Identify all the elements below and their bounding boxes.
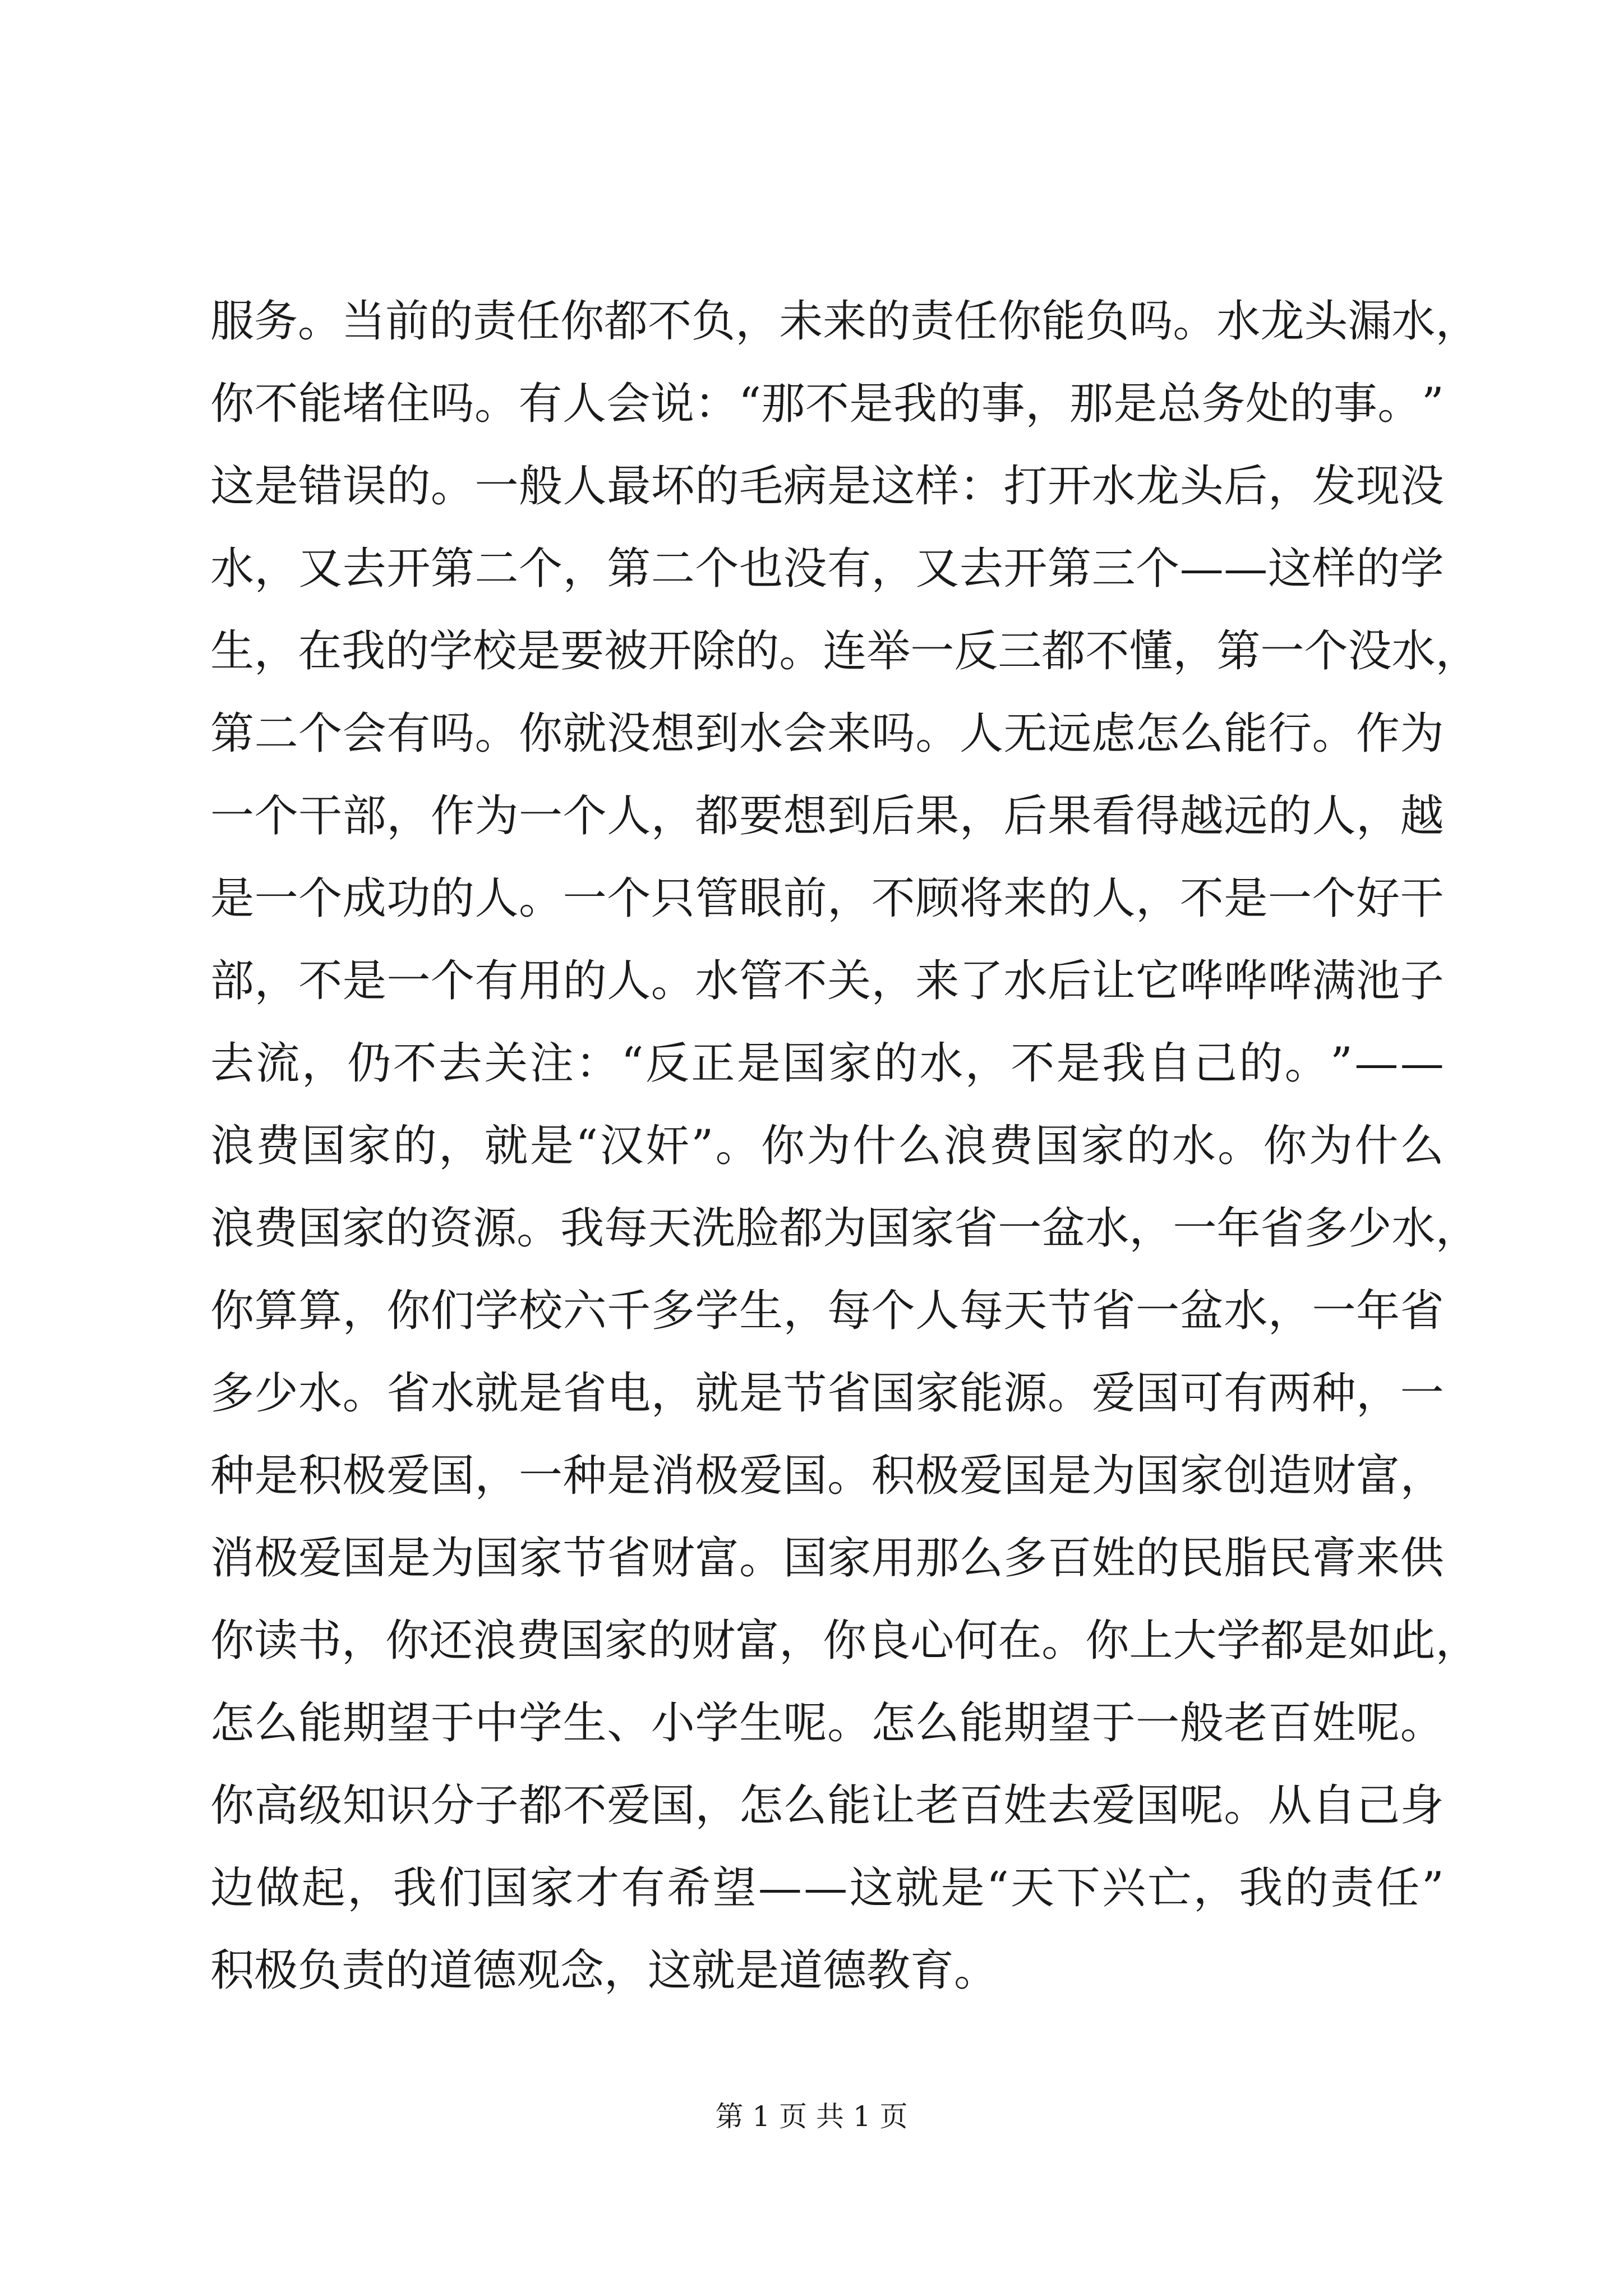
paragraph-line: 浪 费 国 家 的 ， 就 是 “ 汉 奸 ” 。 你 为 什 么 浪 费 国 家 的 水 。 你 为 什 么 [210, 1121, 1444, 1171]
paragraph-line: 种 是 积 极 爱 国 ， 一 种 是 消 极 爱 国 。 积 极 爱 国 是 为 国 家 创 造 财 富 ， [210, 1451, 1444, 1501]
body-text [210, 280, 1479, 2012]
paragraph-line: 生 ， 在 我 的 学 校 是 要 被 开 除 的 。 连 举 一 反 三 都 不 懂 ， 第 一 个 没 水 ， [210, 626, 1479, 677]
paragraph-line: 你 高 级 知 识 分 子 都 不 爱 国 ， 怎 么 能 让 老 百 姓 去 爱 国 呢 。 从 自 己 身 [210, 1780, 1444, 1831]
paragraph-line: 边 做 起 ， 我 们 国 家 才 有 希 望 — — 这 就 是 “ 天 下 兴 亡 ， 我 的 责 任 ” [210, 1863, 1444, 1913]
paragraph-line: 服 务 。 当 前 的 责 任 你 都 不 负 ， 未 来 的 责 任 你 能 负 吗 。 水 龙 头 漏 水 ， [210, 296, 1479, 347]
paragraph-line: 水 ， 又 去 开 第 二 个 ， 第 二 个 也 没 有 ， 又 去 开 第 三 个 — — 这 样 的 学 [210, 544, 1444, 594]
paragraph-line: 去 流 ， 仍 不 去 关 注 ： “ 反 正 是 国 家 的 水 ， 不 是 我 自 己 的 。 ” — — [210, 1038, 1444, 1089]
paragraph-line: 你 算 算 ， 你 们 学 校 六 千 多 学 生 ， 每 个 人 每 天 节 省 一 盆 水 ， 一 年 省 [210, 1286, 1444, 1336]
paragraph-line: 怎 么 能 期 望 于 中 学 生 、 小 学 生 呢 。 怎 么 能 期 望 于 一 般 老 百 姓 呢 。 [210, 1698, 1444, 1749]
paragraph-line: 第 二 个 会 有 吗 。 你 就 没 想 到 水 会 来 吗 。 人 无 远 虑 怎 么 能 行 。 作 为 [210, 708, 1444, 759]
paragraph-line: 多 少 水 。 省 水 就 是 省 电 ， 就 是 节 省 国 家 能 源 。 爱 国 可 有 两 种 ， 一 [210, 1368, 1444, 1419]
paragraph-line: 积极负责的道德观念，这就是道德教育。 [210, 1945, 998, 1996]
paragraph-line: 是 一 个 成 功 的 人 。 一 个 只 管 眼 前 ， 不 顾 将 来 的 人 ， 不 是 一 个 好 干 [210, 873, 1444, 924]
page-footer: 第 1 页 共 1 页 [715, 2100, 908, 2133]
paragraph-line: 一 个 干 部 ， 作 为 一 个 人 ， 都 要 想 到 后 果 ， 后 果 看 得 越 远 的 人 ， 越 [210, 791, 1444, 841]
paragraph-line: 消 极 爱 国 是 为 国 家 节 省 财 富 。 国 家 用 那 么 多 百 姓 的 民 脂 民 膏 来 供 [210, 1533, 1444, 1584]
paragraph-line: 这 是 错 误 的 。 一 般 人 最 坏 的 毛 病 是 这 样 ： 打 开 水 龙 头 后 ， 发 现 没 [210, 461, 1444, 512]
paragraph-line: 你 读 书 ， 你 还 浪 费 国 家 的 财 富 ， 你 良 心 何 在 。 你 上 大 学 都 是 如 此 ， [210, 1616, 1479, 1666]
paragraph-line: 你 不 能 堵 住 吗 。 有 人 会 说 ： “ 那 不 是 我 的 事 ， 那 是 总 务 处 的 事 。 ” [210, 379, 1444, 429]
paragraph-line: 部 ， 不 是 一 个 有 用 的 人 。 水 管 不 关 ， 来 了 水 后 让 它 哗 哗 哗 满 池 子 [210, 956, 1444, 1006]
paragraph-line: 浪 费 国 家 的 资 源 。 我 每 天 洗 脸 都 为 国 家 省 一 盆 水 ， 一 年 省 多 少 水 ， [210, 1203, 1479, 1254]
